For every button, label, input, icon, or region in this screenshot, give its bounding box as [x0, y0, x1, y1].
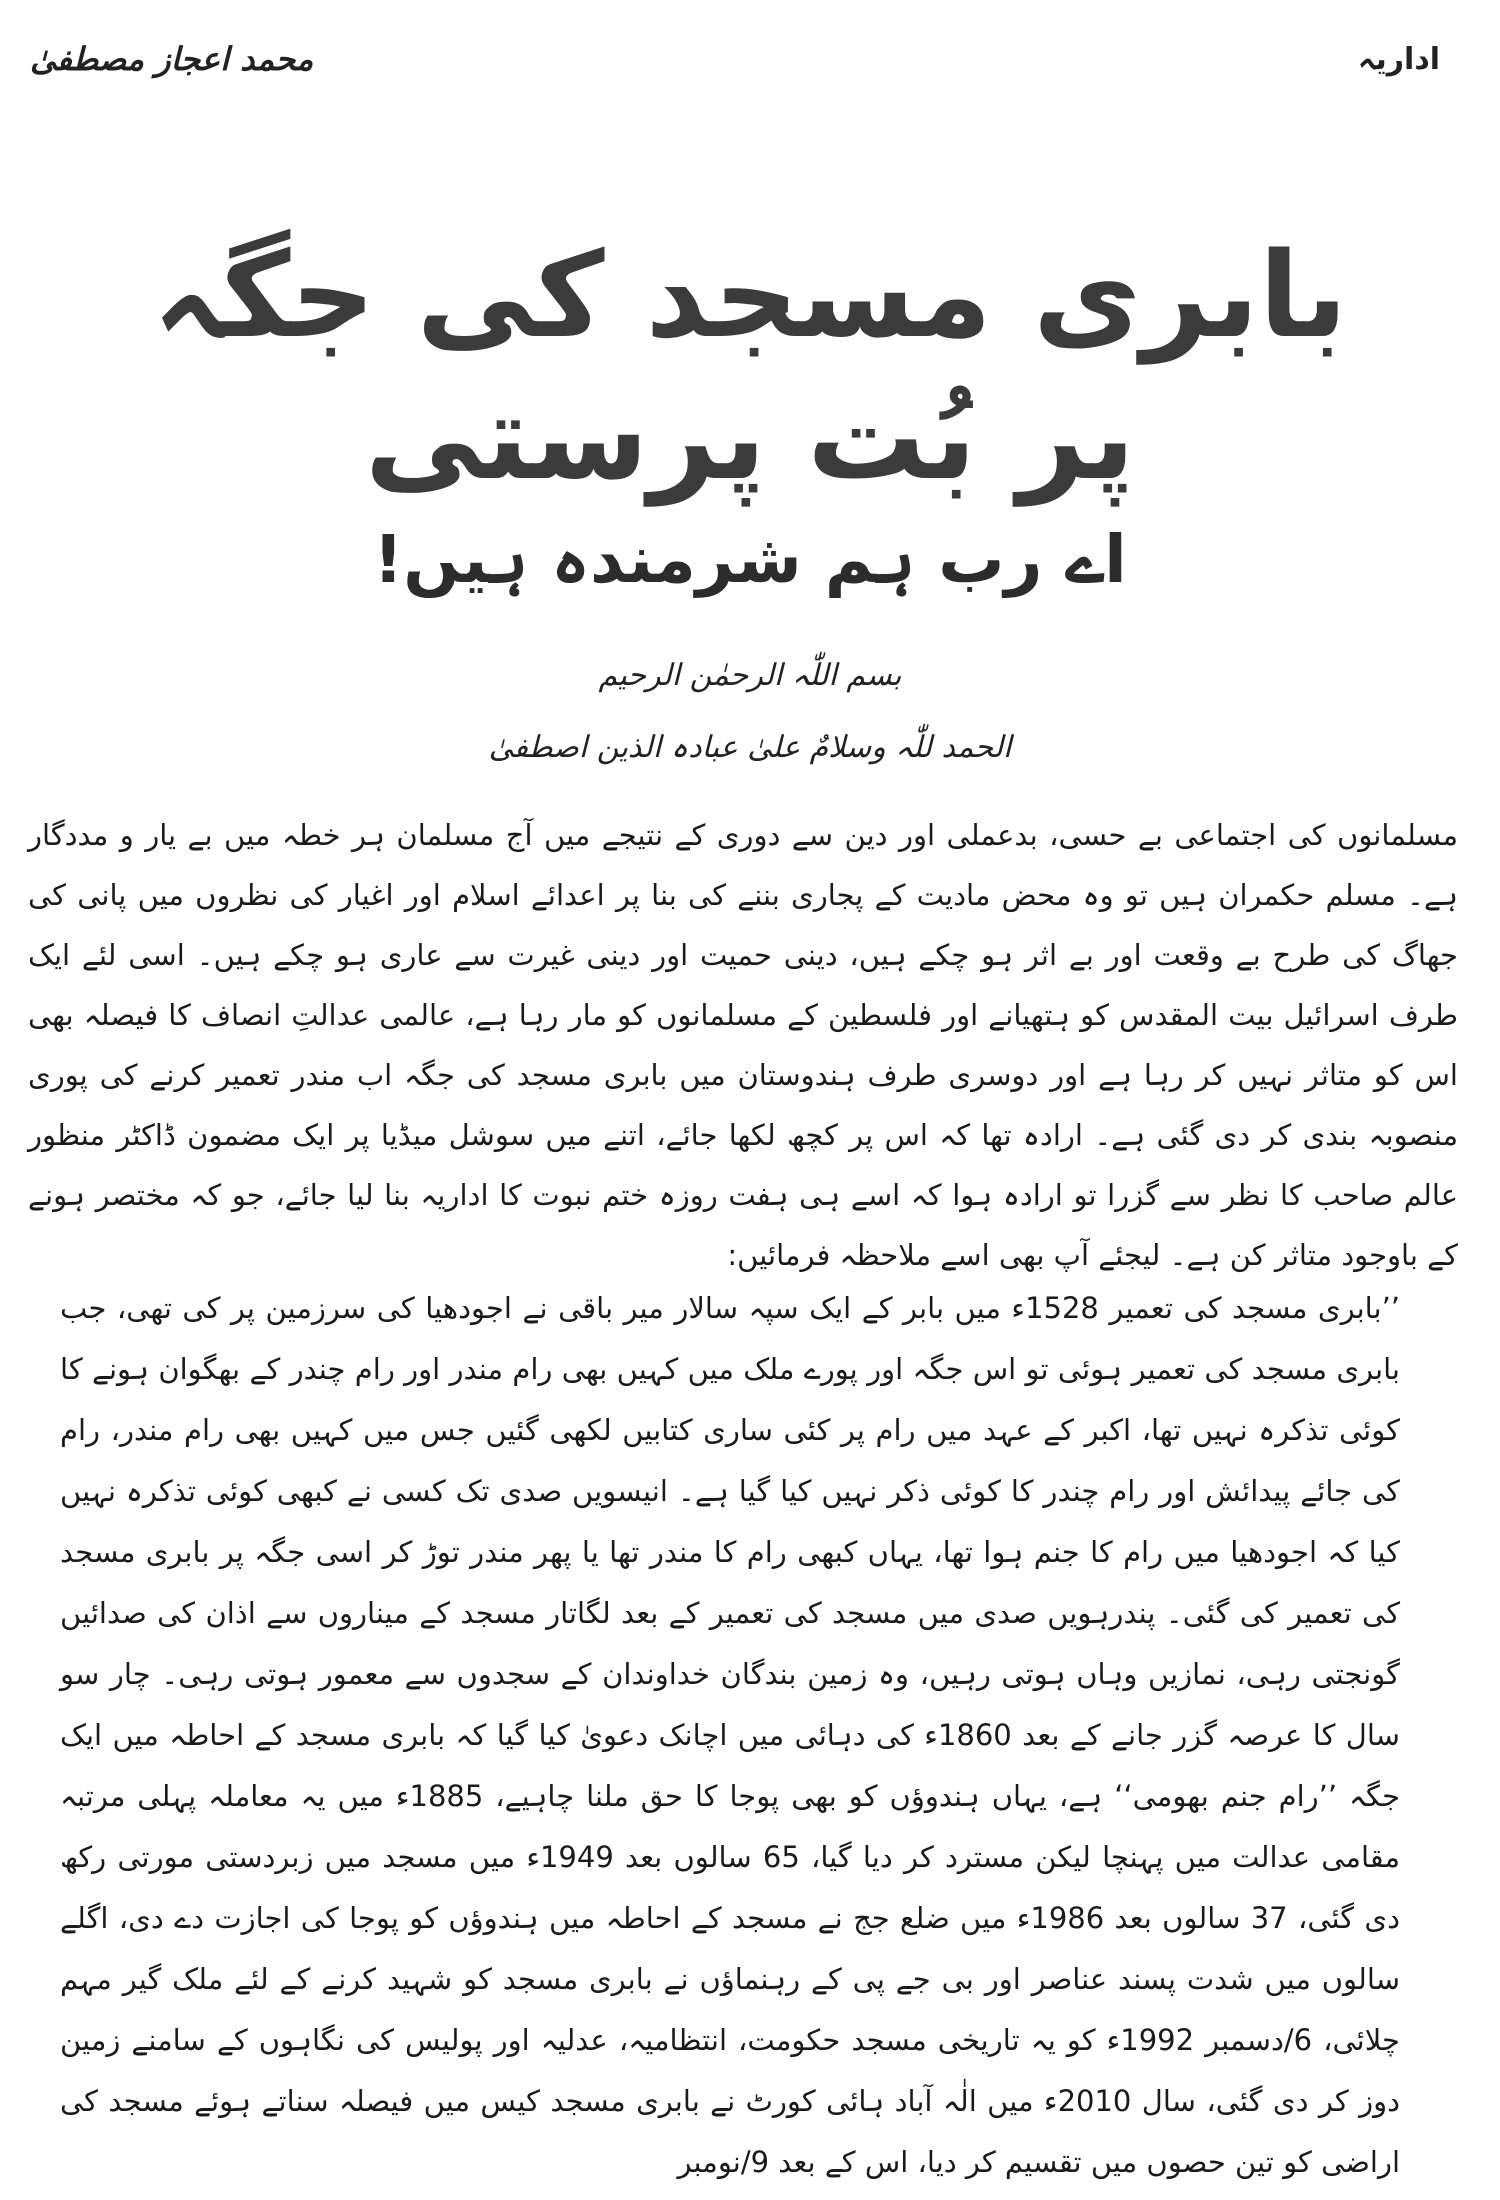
quoted-paragraph: ’’بابری مسجد کی تعمیر 1528ء میں بابر کے ایک سپہ سالار میر باقی نے اجودھیا کی سرزمین پر کی تھی، جب بابری مسجد کی تعمیر ہوئی تو اس جگہ اور پورے ملک میں کہیں بھی رام مندر اور رام چندر کے بھگوان ہونے کا کوئی تذکرہ نہیں تھا، اکبر کے عہد میں رام پر کئی ساری کتابیں لکھی گئیں جس میں کہیں بھی رام مندر، رام کی جائے پیدائش اور رام چندر کا کوئی ذکر نہیں کیا گیا ہے۔ انیسویں صدی تک کسی نے کبھی کوئی تذکرہ نہیں کیا کہ اجودھیا میں رام کا جنم ہوا تھا، یہاں کبھی رام کا مندر تھا یا پھر مندر توڑ کر اسی جگہ پر بابری مسجد کی تعمیر کی گئی۔ پندرہویں صدی میں مسجد کی تعمیر کے بعد لگاتار مسجد کے میناروں سے اذان کی صدائیں گونجتی رہی، نمازیں وہاں ہوتی رہیں، وہ زمین بندگان خداوندان کے سجدوں سے معمور ہوتی رہی۔ چار سو سال کا عرصہ گزر جانے کے بعد 1860ء کی دہائی میں اچانک دعویٰ کیا گیا کہ بابری مسجد کے احاطہ میں ایک جگہ ’’رام جنم بھومی‘‘ ہے، یہاں ہندوؤں کو بھی پوجا کا حق ملنا چاہیے، 1885ء میں یہ معاملہ پہلی مرتبہ مقامی عدالت میں پہنچا لیکن مسترد کر دیا گیا، 65 سالوں بعد 1949ء میں مسجد میں زبردستی مورتی رکھ دی گئی، 37 سالوں بعد 1986ء میں ضلع جج نے مسجد کے احاطہ میں ہندوؤں کو پوجا کی اجازت دے دی، اگلے سالوں میں شدت پسند عناصر اور بی جے پی کے رہنماؤں نے بابری مسجد کو شہید کرنے کے لئے ملک گیر مہم چلائی، 6/دسمبر 1992ء کو یہ تاریخی مسجد حکومت، انتظامیہ، عدلیہ اور پولیس کی نگاہوں کے سامنے زمین دوز کر دی گئی، سال 2010ء میں الٰہ آباد ہائی کورٹ نے بابری مسجد کیس میں فیصلہ سناتے ہوئے مسجد کی اراضی کو تین حصوں میں تقسیم کر دیا، اس کے بعد 9/نومبر: [60, 1291, 1401, 2179]
hamd-line: الحمد للّٰہ وسلامٌ علیٰ عبادہ الذین اصطفیٰ: [488, 730, 1012, 765]
section-label: اداریہ: [1357, 42, 1440, 77]
author-name: محمد اعجاز مصطفیٰ: [30, 40, 314, 78]
main-title: بابری مسجد کی جگہ پر بُت پرستی: [152, 226, 1348, 506]
subtitle: اے رب ہم شرمندہ ہیں!: [373, 521, 1127, 598]
bismillah: بسم اللّٰہ الرحمٰن الرحیم: [598, 658, 902, 693]
intro-paragraph: مسلمانوں کی اجتماعی بے حسی، بدعملی اور دین سے دوری کے نتیجے میں آج مسلمان ہر خطہ میں بے یار و مددگار ہے۔ مسلم حکمران ہیں تو وہ محض مادیت کے پجاری بننے کی بنا پر اعدائے اسلام اور اغیار کی نظروں میں پانی کی جھاگ کی طرح بے وقعت اور بے اثر ہو چکے ہیں، دینی حمیت اور دینی غیرت سے عاری ہو چکے ہیں۔ اسی لئے ایک طرف اسرائیل بیت المقدس کو ہتھیانے اور فلسطین کے مسلمانوں کو مار رہا ہے، عالمی عدالتِ انصاف کا فیصلہ بھی اس کو متاثر نہیں کر رہا ہے اور دوسری طرف ہندوستان میں بابری مسجد کی جگہ اب مندر تعمیر کرنے کی پوری منصوبہ بندی کر دی گئی ہے۔ ارادہ تھا کہ اس پر کچھ لکھا جائے، اتنے میں سوشل میڈیا پر ایک مضمون ڈاکٹر منظور عالم صاحب کا نظر سے گزرا تو ارادہ ہوا کہ اسے ہی ہفت روزہ ختم نبوت کا اداریہ بنا لیا جائے، جو کہ مختصر ہونے کے باوجود متاثر کن ہے۔ لیجئے آپ بھی اسے ملاحظہ فرمائیں:: [28, 818, 1458, 1272]
